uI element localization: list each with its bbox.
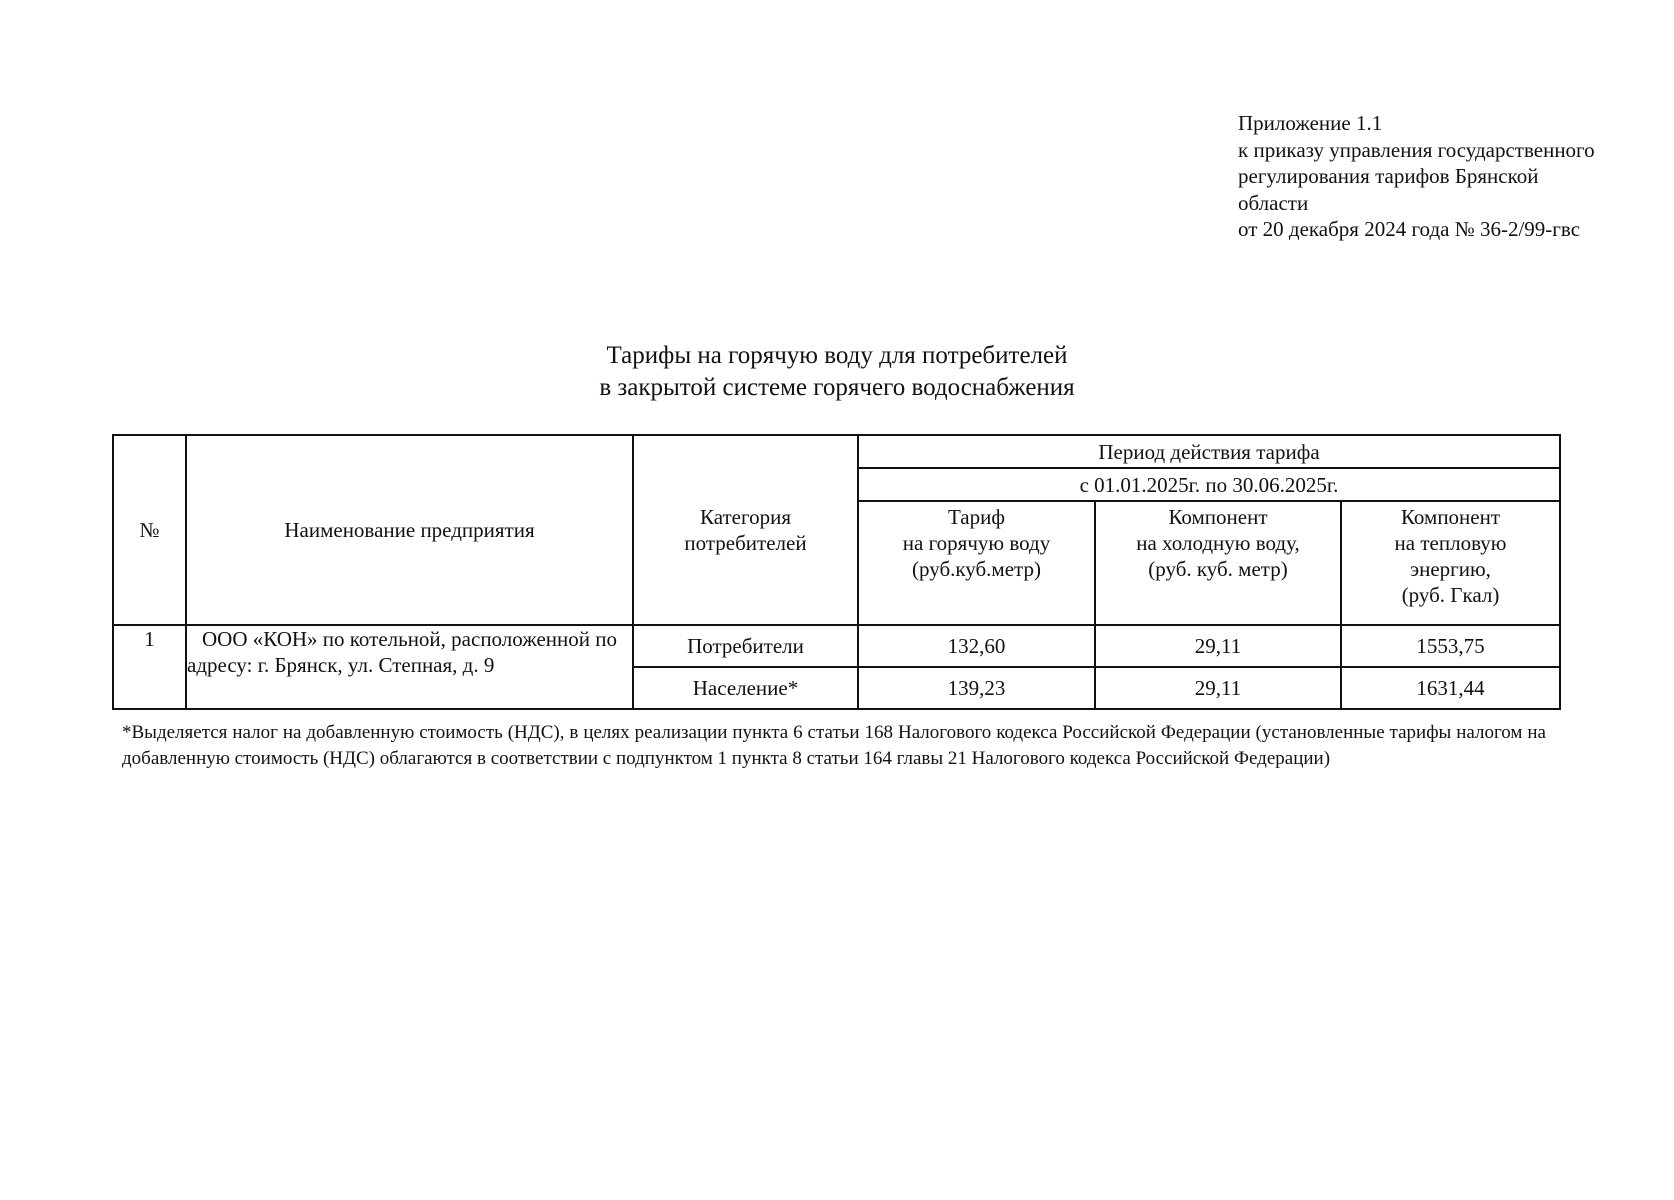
header-period-range: с 01.01.2025г. по 30.06.2025г.	[858, 468, 1560, 501]
heat-energy-component: 1631,44	[1341, 667, 1560, 709]
appendix-block	[1238, 110, 1595, 243]
header-category-line: потребителей	[684, 531, 807, 555]
appendix-line: регулирования тарифов Брянской	[1238, 164, 1539, 188]
header-category-line: Категория	[700, 505, 791, 529]
header-line: (руб.куб.метр)	[912, 557, 1041, 581]
consumer-category: Потребители	[633, 625, 858, 667]
header-line: Компонент	[1168, 505, 1268, 529]
consumer-category: Население*	[633, 667, 858, 709]
appendix-line: от 20 декабря 2024 года № 36-2/99-гвс	[1238, 217, 1581, 241]
company-name: ООО «КОН» по котельной, расположенной по адресу: г. Брянск, ул. Степная, д. 9	[186, 625, 633, 709]
header-line: (руб. Гкал)	[1401, 583, 1500, 607]
header-hot-water	[858, 501, 1095, 625]
header-line: Компонент	[1400, 505, 1501, 529]
cold-water-component: 29,11	[1095, 625, 1341, 667]
header-category	[633, 435, 858, 625]
footnote: *Выделяется налог на добавленную стоимость (НДС), в целях реализации пункта 6 статьи 168 Налогового кодекса Российской Федерации (установленные тарифы налогом на добавленную стоимость (НДС) облагаются в соответствии с подпунктом 1 пункта 8 статьи 164 главы 21 Налогового кодекса Российской Федерации)	[122, 722, 1546, 769]
appendix-line: Приложение 1.1	[1238, 111, 1383, 135]
header-line: на тепловую	[1394, 531, 1507, 555]
title-line-2: в закрытой системе горячего водоснабжения	[599, 374, 1075, 401]
header-line: Тариф	[948, 505, 1005, 529]
appendix-line: области	[1238, 190, 1309, 215]
hot-water-tariff: 139,23	[858, 667, 1095, 709]
header-line: на горячую воду	[902, 531, 1051, 555]
title-line-1: Тарифы на горячую воду для потребителей	[606, 342, 1068, 369]
header-company: Наименование предприятия	[186, 435, 633, 625]
header-line: на холодную воду,	[1136, 531, 1300, 555]
hot-water-tariff: 132,60	[858, 625, 1095, 667]
header-line: (руб. куб. метр)	[1148, 557, 1288, 581]
header-period: Период действия тарифа	[858, 435, 1560, 468]
header-number: №	[113, 435, 186, 625]
heat-energy-component: 1553,75	[1341, 625, 1560, 667]
table-row	[113, 625, 1560, 667]
header-heat-component	[1341, 501, 1560, 625]
row-number: 1	[113, 625, 186, 709]
cold-water-component: 29,11	[1095, 667, 1341, 709]
header-row-period	[113, 435, 1560, 468]
document-title	[0, 340, 1674, 404]
header-cold-component	[1095, 501, 1341, 625]
appendix-line: к приказу управления государственного	[1238, 137, 1595, 162]
header-line: энергию,	[1410, 557, 1491, 581]
tariffs-table	[112, 434, 1561, 710]
